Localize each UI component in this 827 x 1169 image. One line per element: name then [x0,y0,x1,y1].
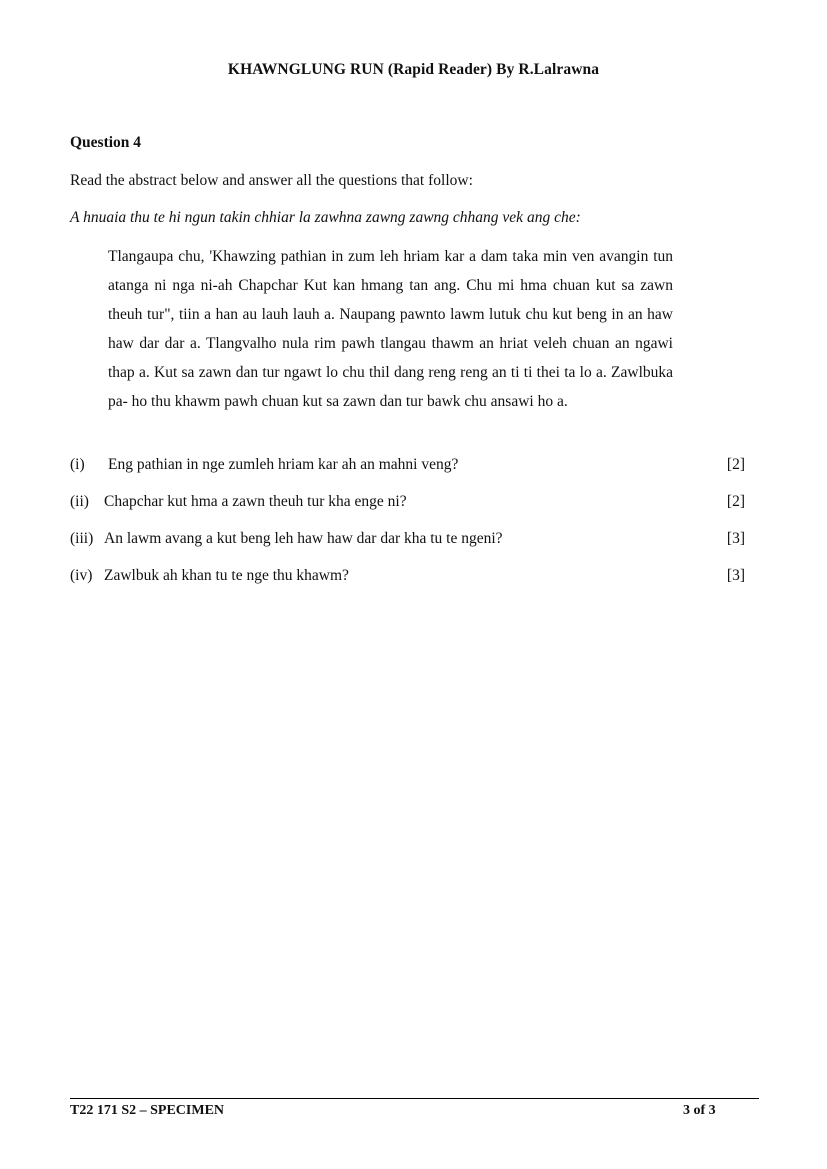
sub-question-text: An lawm avang a kut beng leh haw haw dar dar kha tu te ngeni? [104,530,503,547]
sub-question-text: Zawlbuk ah khan tu te nge thu khawm? [104,567,349,584]
page-title: KHAWNGLUNG RUN (Rapid Reader) By R.Lalrawna [227,61,600,78]
question-heading: Question 4 [70,134,142,151]
sub-question-number: (iii) [70,530,94,547]
sub-question-number: (iv) [70,567,93,584]
paper-code: T22 171 S2 – SPECIMEN [70,1103,225,1118]
sub-question-marks: [3] [726,567,745,584]
instruction-mizo: A hnuaia thu te hi ngun takin chhiar la zawhna zawng zawng chhang vek ang che: [70,209,581,226]
sub-question-number: (i) [70,456,85,473]
sub-question-marks: [2] [726,493,745,510]
sub-question-number: (ii) [70,493,89,510]
footer-divider [70,1098,759,1099]
sub-question-marks: [2] [726,456,745,473]
sub-question-text: Eng pathian in nge zumleh hriam kar ah an mahni veng? [108,456,459,473]
passage-abstract: Tlangaupa chu, 'Khawzing pathian in zum leh hriam kar a dam taka min ven avangin tun atanga ni nga ni-ah Chapchar Kut kan hmang tan ang. Chu mi hma chuan kut sa zawn theuh tur", tiin a han au lauh lauh a. Naupang pawnto lawm lutuk chu kut beng in an haw haw dar dar a. Tlangvalho nula rim pawh tlangau thawm an hriat veleh chuan an ngawi thap a. Kut sa zawn dan tur ngawt lo chu thil dang reng reng an ti ti thei ta lo a. Zawlbuka pa- ho thu khawm pawh chuan kut sa zawn dan tur bawk chu ansawi ho a. [108,248,673,410]
sub-question-iv [70,567,745,587]
sub-question-ii [70,493,745,513]
instruction-english: Read the abstract below and answer all the questions that follow: [70,172,473,189]
sub-question-marks: [3] [726,530,745,547]
sub-question-iii [70,530,745,550]
page-number: 3 of 3 [683,1103,716,1118]
sub-question-i [70,456,745,476]
sub-question-text: Chapchar kut hma a zawn theuh tur kha enge ni? [104,493,407,510]
